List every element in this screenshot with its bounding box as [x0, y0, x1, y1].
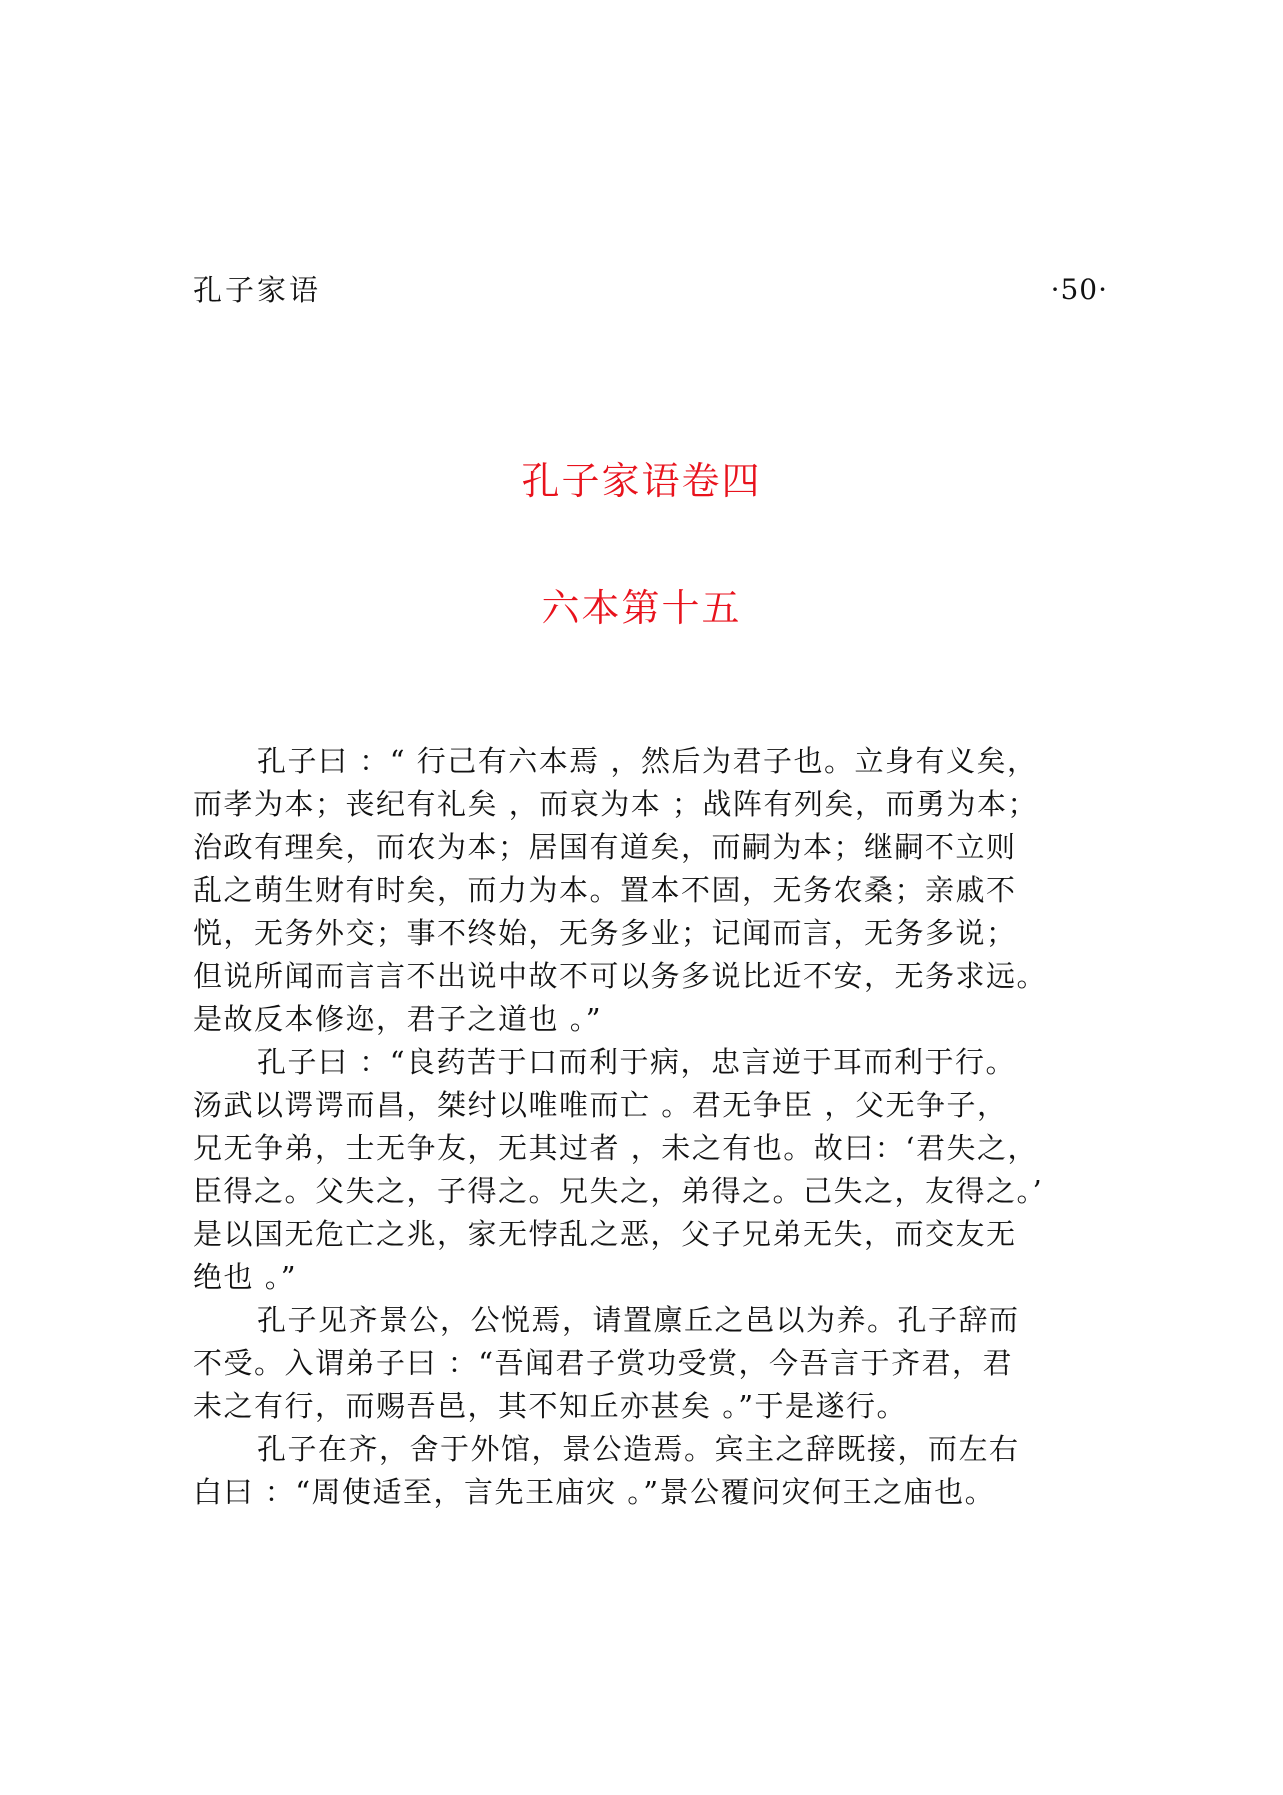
page-number: ·50·	[1050, 273, 1108, 306]
text-line: 不受。入谓弟子曰 ：“吾闻君子赏功受赏，今吾言于齐君，君	[193, 1346, 1014, 1380]
text-line: 孔子在齐，舍于外馆，景公造焉。宾主之辞既接，而左右	[257, 1432, 1020, 1466]
text-line: 治政有理矣，而农为本；居国有道矣，而嗣为本；继嗣不立则	[193, 830, 1017, 864]
text-line: 孔子曰 ：“ 行己有六本焉 ，然后为君子也。立身有义矣，	[257, 744, 1038, 778]
text-line: 汤武以谔谔而昌，桀纣以唯唯而亡 。君无争臣 ，父无争子，	[193, 1088, 1008, 1122]
text-line: 臣得之。父失之，子得之。兄失之，弟得之。己失之，友得之。’	[193, 1174, 1044, 1208]
running-title: 孔子家语	[193, 273, 322, 307]
text-line: 悦，无务外交；事不终始，无务多业；记闻而言，无务多说；	[193, 916, 1017, 950]
text-line: 但说所闻而言言不出说中故不可以务多说比近不安，无务求远。	[193, 959, 1048, 993]
body-text	[193, 740, 1113, 1514]
text-line: 孔子曰 ：“良药苦于口而利于病，忠言逆于耳而利于行。	[257, 1045, 1017, 1079]
text-line: 乱之萌生财有时矣，而力为本。置本不固，无务农桑；亲戚不	[193, 873, 1017, 907]
text-line: 兄无争弟，士无争友，无其过者 ，未之有也。故曰：‘君失之，	[193, 1131, 1038, 1165]
text-line: 白曰 ：“周使适至，言先王庙灾 。”景公覆问灾何王之庙也。	[193, 1475, 996, 1509]
text-line: 孔子见齐景公，公悦焉，请置廪丘之邑以为养。孔子辞而	[257, 1303, 1020, 1337]
text-line: 而孝为本；丧纪有礼矣 ，而哀为本 ；战阵有列矣，而勇为本；	[193, 787, 1038, 821]
text-line: 是以国无危亡之兆，家无悖乱之恶，父子兄弟无失，而交友无	[193, 1217, 1017, 1251]
text-line: 未之有行，而赐吾邑，其不知丘亦甚矣 。”于是遂行。	[193, 1389, 908, 1423]
chapter-title: 六本第十五	[541, 586, 742, 630]
text-line: 是故反本修迩，君子之道也 。”	[193, 1002, 603, 1036]
text-line: 绝也 。”	[193, 1260, 298, 1294]
volume-title: 孔子家语卷四	[521, 459, 762, 503]
